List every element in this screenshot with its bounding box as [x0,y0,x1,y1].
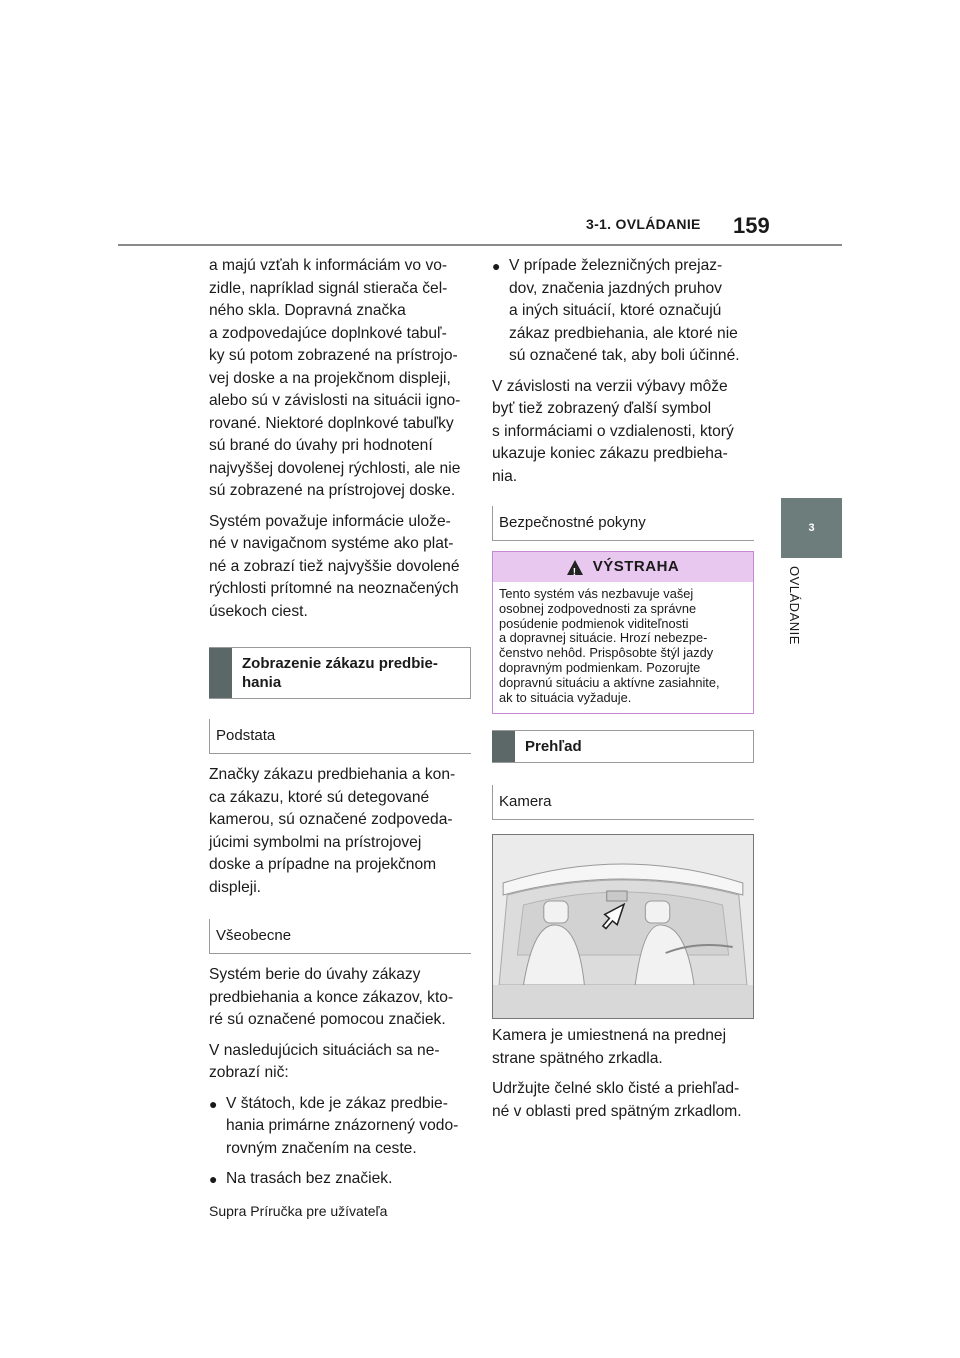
right-column [492,255,754,1131]
chapter-tab [781,498,842,558]
list-item: ● Na trasách bez značiek. [209,1168,471,1191]
header-rule [118,244,842,246]
navigation-paragraph: Systém považuje informácie ulože- né v navigačnom systéme ako plat- né a zobrazí tiež najvyššie dovolené rýchlosti prítomné na neoznačených úsekoch ciest. [209,512,460,620]
principle-paragraph: Značky zákazu predbiehania a kon- ca zákazu, ktoré sú detegované kamerou, sú označené zodpoveda- júcimi symbolmi na prístrojovej doske a prípadne na projekčnom displeji. [209,766,456,896]
bullet-icon: ● [492,258,501,274]
warning-box [492,551,754,714]
section-heading-no-overtaking: Zobrazenie zákazu predbie- hania [209,647,471,699]
heading-bar [209,648,232,698]
car-interior-image [493,835,753,1018]
symbol-paragraph: V závislosti na verzii výbavy môže byť tiež zobrazený ďalší symbol s informáciami o vzdialenosti, ktorý ukazuje koniec zákazu predbieha- nia. [492,377,734,485]
heading-bar [492,731,515,762]
list-item: ● V štátoch, kde je zákaz predbie- hania primárne znázornený vodo- rovným značením na ceste. [209,1093,471,1161]
warning-triangle-icon [567,560,583,575]
situations-paragraph: V nasledujúcich situáciách sa ne- zobrazí nič: [209,1041,440,1081]
chapter-side-label: OVLÁDANIE [787,566,802,645]
warning-text: Tento systém vás nezbavuje vašej osobnej zodpovednosti za správne posúdenie podmienok viditeľnosti a dopravnej situácie. Hrozí nebezpe- čenstvo nehôd. Prispôsobte štýl jazdy dopravným podmienkam. Pozorujte dopravnú situáciu a aktívne zasiahnite, ak to situácia vyžaduje. [499,586,720,705]
subheading-safety: Bezpečnostné pokyny [492,506,754,541]
page-number: 159 [733,213,770,238]
left-column [209,255,471,1199]
bullet-icon: ● [209,1095,218,1112]
intro-paragraph: a majú vzťah k informáciám vo vo- zidle, napríklad signál stierača čel- ného skla. Dopravná značka a zodpovedajúce doplnkové tabuľ- ky sú potom zobrazené na prístrojo- vej doske a na projekčnom displeji, alebo sú v závislosti na situácii igno- rované. Niektoré doplnkové tabuľky sú brané do úvahy pri hodnotení najvyššej dovolenej rýchlosti, ale nie sú zobrazené na prístrojovej doske. [209,257,461,499]
chapter-number: 3 [808,522,815,534]
subheading-camera: Kamera [492,785,754,820]
warning-title: VÝSTRAHA [592,557,680,575]
camera-illustration [492,834,754,1019]
section-heading-overview: Prehľad [492,730,754,763]
bullet-icon: ● [209,1171,218,1187]
general-paragraph: Systém berie do úvahy zákazy predbiehania a konce zákazov, kto- ré sú označené pomocou značiek. [209,966,454,1028]
camera-caption: Kamera je umiestnená na prednej strane spätného zrkadla. [492,1027,727,1067]
list-item: ● V prípade železničných prejaz- dov, značenia jazdných pruhov a iných situácií, ktoré označujú zákaz predbiehania, ale ktoré nie sú označené tak, aby boli účinné. [492,255,754,368]
section-title: 3-1. OVLÁDANIE [586,216,701,232]
subheading-general: Všeobecne [209,919,471,954]
subheading-principle: Podstata [209,719,471,754]
windshield-caption: Udržujte čelné sklo čisté a priehľad- né v oblasti pred spätným zrkadlom. [492,1080,742,1120]
footer-text: Supra Príručka pre užívateľa [209,1203,388,1219]
